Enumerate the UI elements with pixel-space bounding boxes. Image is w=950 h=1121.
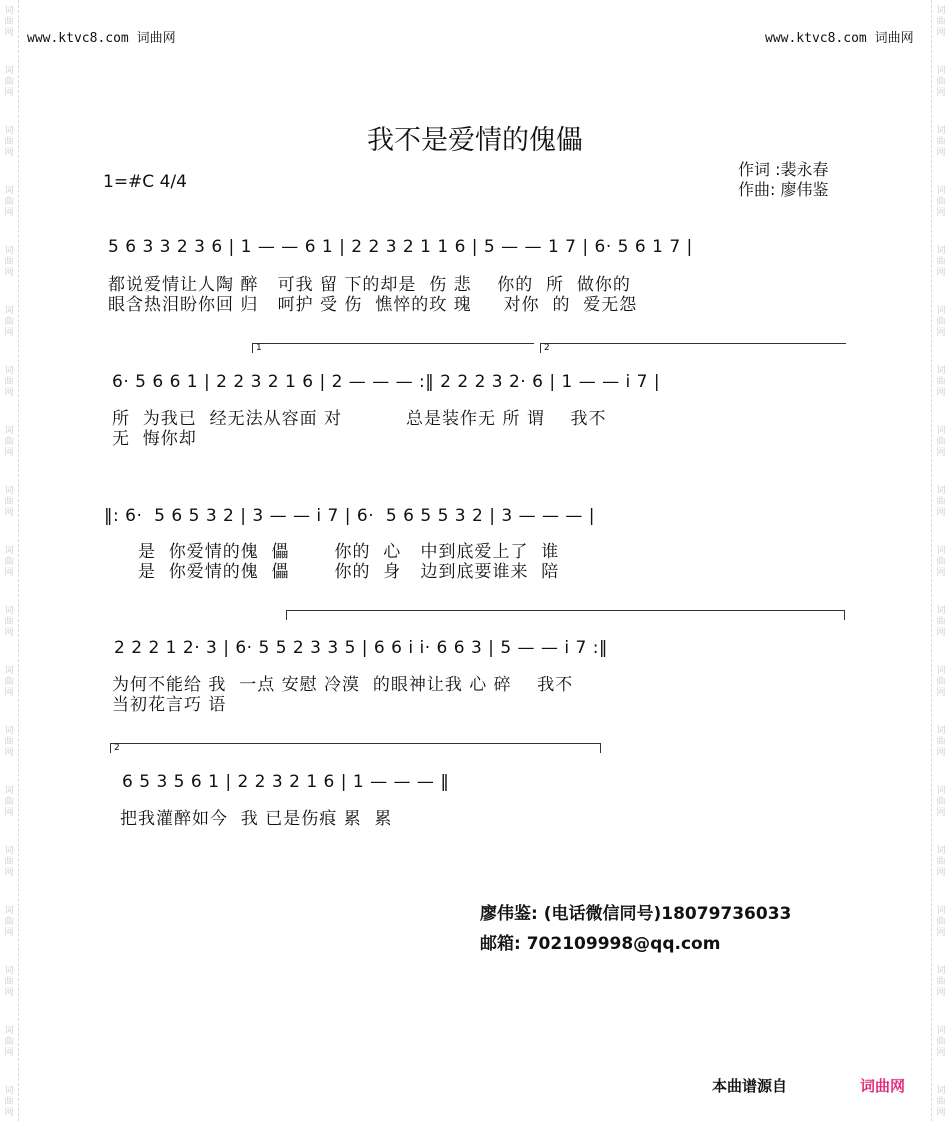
lyric-row-4-verse-2: 当初花言巧 语 (112, 695, 227, 715)
contact-email[interactable]: 邮箱: 702109998@qq.com (480, 934, 721, 954)
final-ending-number: 2 (114, 743, 120, 753)
lyric-row-2-verse-1: 所 为我已 经无法从容面 对 总是装作无 所 谓 我不 (112, 409, 607, 429)
repeat-ending-bracket-edge (286, 610, 287, 620)
watermark-text: 词 曲 网 (936, 66, 946, 98)
watermark-text: 词 曲 网 (936, 726, 946, 758)
site-label-right[interactable]: www.ktvc8.com 词曲网 (765, 31, 914, 46)
first-ending-bracket (252, 343, 534, 344)
watermark-text: 词 曲 网 (4, 6, 14, 38)
final-ending-bracket-end (600, 743, 601, 753)
watermark-text: 词 曲 网 (936, 606, 946, 638)
repeat-ending-bracket-end (844, 610, 845, 620)
watermark-text: 词 曲 网 (4, 786, 14, 818)
watermark-text: 词 曲 网 (936, 1026, 946, 1058)
watermark-text: 词 曲 网 (936, 666, 946, 698)
final-ending-bracket (110, 743, 600, 744)
watermark-text: 词 曲 网 (936, 486, 946, 518)
contact-phone: 廖伟鉴: (电话微信同号)18079736033 (480, 904, 792, 924)
watermark-text: 词 曲 网 (936, 366, 946, 398)
watermark-text: 词 曲 网 (936, 186, 946, 218)
lyric-row-2-verse-2: 无 悔你却 (112, 429, 197, 449)
notation-row-1: 5 6 3 3 2 3 6 | 1 — — 6 1 | 2 2 3 2 1 1 6 | 5 — — 1 7 | 6· 5 6 1 7 | (108, 237, 693, 257)
site-label-left[interactable]: www.ktvc8.com 词曲网 (27, 31, 176, 46)
watermark-text: 词 曲 网 (4, 426, 14, 458)
watermark-text: 词 曲 网 (936, 6, 946, 38)
lyric-row-5-verse-1: 把我灌醉如今 我 已是伤痕 累 累 (120, 809, 393, 829)
watermark-text: 词 曲 网 (936, 1086, 946, 1118)
watermark-text: 词 曲 网 (936, 846, 946, 878)
watermark-text: 词 曲 网 (4, 546, 14, 578)
repeat-ending-bracket (286, 610, 844, 611)
watermark-text: 词 曲 网 (936, 546, 946, 578)
composer-credit: 作曲: 廖伟鉴 (738, 180, 829, 199)
lyricist-credit: 作词 :裴永春 (738, 160, 829, 179)
watermark-text: 词 曲 网 (4, 66, 14, 98)
key-signature: 1=#C 4/4 (103, 172, 187, 192)
watermark-text: 词 曲 网 (4, 906, 14, 938)
watermark-text: 词 曲 网 (4, 246, 14, 278)
watermark-text: 词 曲 网 (4, 486, 14, 518)
watermark-text: 词 曲 网 (936, 966, 946, 998)
watermark-text: 词 曲 网 (4, 726, 14, 758)
notation-row-2: 6· 5 6 6 1 | 2 2 3 2 1 6 | 2 — — — :‖ 2 2 2 3 2· 6 | 1 — — i 7 | (112, 372, 661, 392)
lyric-row-1-verse-1: 都说爱情让人陶 醉 可我 留 下的却是 伤 悲 你的 所 做你的 (108, 275, 631, 295)
source-label: 本曲谱源自 (712, 1077, 788, 1095)
notation-row-5: 6 5 3 5 6 1 | 2 2 3 2 1 6 | 1 — — — ‖ (122, 772, 450, 792)
watermark-text: 词 曲 网 (936, 786, 946, 818)
final-ending-bracket-edge (110, 743, 111, 753)
first-ending-bracket-edge (252, 343, 253, 353)
notation-row-4: 2 2 2 1 2· 3 | 6· 5 5 2 3 3 5 | 6 6 i i· 6 6 3 | 5 — — i 7 :‖ (114, 638, 608, 658)
watermark-text: 词 曲 网 (4, 306, 14, 338)
second-ending-number: 2 (544, 343, 550, 353)
lyric-row-1-verse-2: 眼含热泪盼你回 归 呵护 受 伤 憔悴的玫 瑰 对你 的 爱无怨 (108, 295, 638, 315)
lyric-row-4-verse-1: 为何不能给 我 一点 安慰 冷漠 的眼神让我 心 碎 我不 (112, 675, 574, 695)
second-ending-bracket (540, 343, 846, 344)
watermark-text: 词 曲 网 (4, 126, 14, 158)
watermark-text: 词 曲 网 (936, 126, 946, 158)
watermark-text: 词 曲 网 (936, 426, 946, 458)
watermark-text: 词 曲 网 (936, 906, 946, 938)
watermark-text: 词 曲 网 (4, 966, 14, 998)
watermark-text: 词 曲 网 (936, 246, 946, 278)
watermark-text: 词 曲 网 (4, 186, 14, 218)
watermark-text: 词 曲 网 (4, 846, 14, 878)
watermark-text: 词 曲 网 (4, 1086, 14, 1118)
watermark-text: 词 曲 网 (4, 1026, 14, 1058)
watermark-text: 词 曲 网 (4, 606, 14, 638)
watermark-text: 词 曲 网 (4, 666, 14, 698)
watermark-text: 词 曲 网 (4, 366, 14, 398)
lyric-row-3-verse-2: 是 你爱情的傀 儡 你的 身 边到底要谁来 陪 (138, 562, 560, 582)
notation-row-3: ‖: 6· 5 6 5 3 2 | 3 — — i 7 | 6· 5 6 5 5 3 2 | 3 — — — | (104, 506, 596, 526)
brand-logo[interactable]: 词曲网 (860, 1077, 906, 1095)
lyric-row-3-verse-1: 是 你爱情的傀 儡 你的 心 中到底爱上了 谁 (138, 542, 560, 562)
second-ending-bracket-edge (540, 343, 541, 353)
first-ending-number: 1 (256, 343, 262, 353)
watermark-text: 词 曲 网 (936, 306, 946, 338)
song-title: 我不是爱情的傀儡 (367, 125, 583, 156)
